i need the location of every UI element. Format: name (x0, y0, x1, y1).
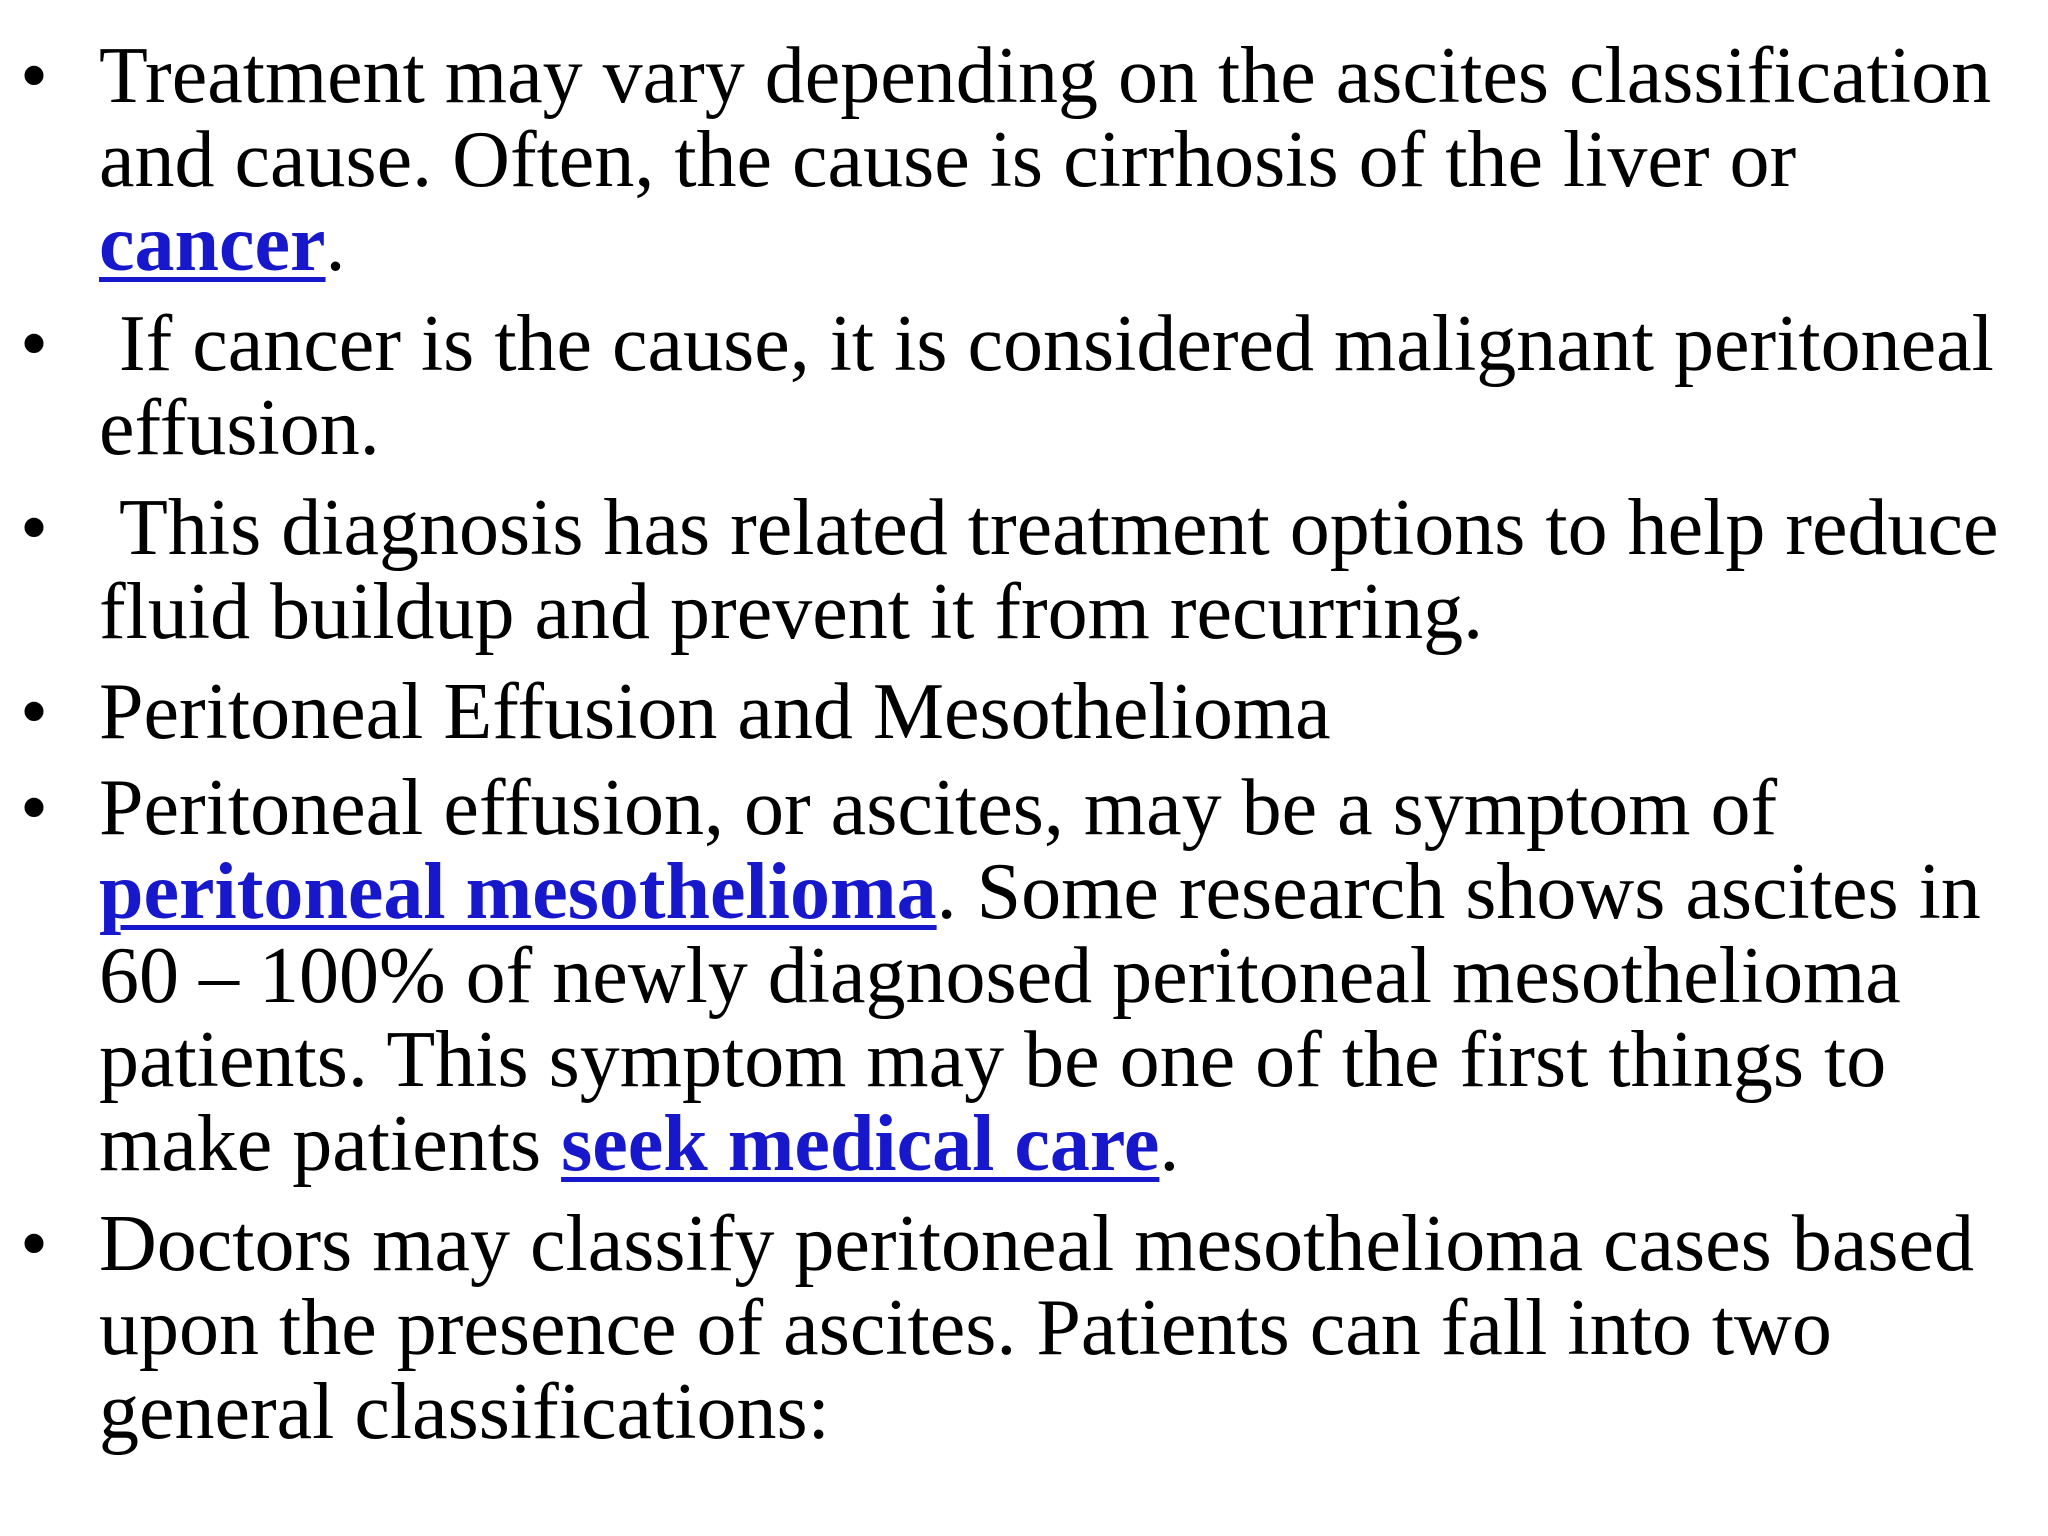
bullet-text: Doctors may classify peritoneal mesothelioma cases based upon the presence of ascites. Patients can fall into two general classifications: (99, 1200, 1974, 1456)
bullet-item-symptom (20, 766, 2030, 1186)
bullet-item-malignant (20, 302, 2030, 470)
bullet-text-after: . (1159, 1100, 1180, 1188)
bullet-text (99, 32, 1991, 288)
bullet-item-classification (20, 1202, 2030, 1454)
bullet-item-diagnosis (20, 486, 2030, 654)
bullet-text: Peritoneal Effusion and Mesothelioma (99, 668, 1331, 756)
bullet-list (20, 34, 2030, 1470)
bullet-point-icon: • (20, 1200, 49, 1288)
cancer-link[interactable]: cancer (99, 200, 326, 288)
bullet-point-icon: • (20, 484, 49, 572)
bullet-text (99, 764, 1981, 1188)
bullet-item-heading (20, 670, 2030, 754)
bullet-text-before: Treatment may vary depending on the ascites classification and cause. Often, the cause is cirrhosis of the liver or (99, 32, 1992, 204)
bullet-text: If cancer is the cause, it is considered malignant peritoneal effusion. (99, 300, 2014, 472)
bullet-point-icon: • (20, 300, 49, 388)
peritoneal-mesothelioma-link[interactable]: peritoneal mesothelioma (99, 848, 937, 936)
bullet-point-icon: • (20, 32, 49, 120)
bullet-text-middle: . Some research shows ascites in 60 – 100% of newly diagnosed peritoneal mesothelioma patients. This symptom may be one of the first things to make patients (99, 848, 1981, 1188)
bullet-point-icon: • (20, 668, 49, 756)
bullet-text-before: Peritoneal effusion, or ascites, may be a symptom of (99, 764, 1778, 852)
bullet-point-icon: • (20, 764, 49, 852)
seek-medical-care-link[interactable]: seek medical care (561, 1100, 1160, 1188)
bullet-item-treatment (20, 34, 2030, 286)
bullet-text-after: . (325, 200, 346, 288)
bullet-text: This diagnosis has related treatment options to help reduce fluid buildup and prevent it from recurring. (99, 484, 2019, 656)
